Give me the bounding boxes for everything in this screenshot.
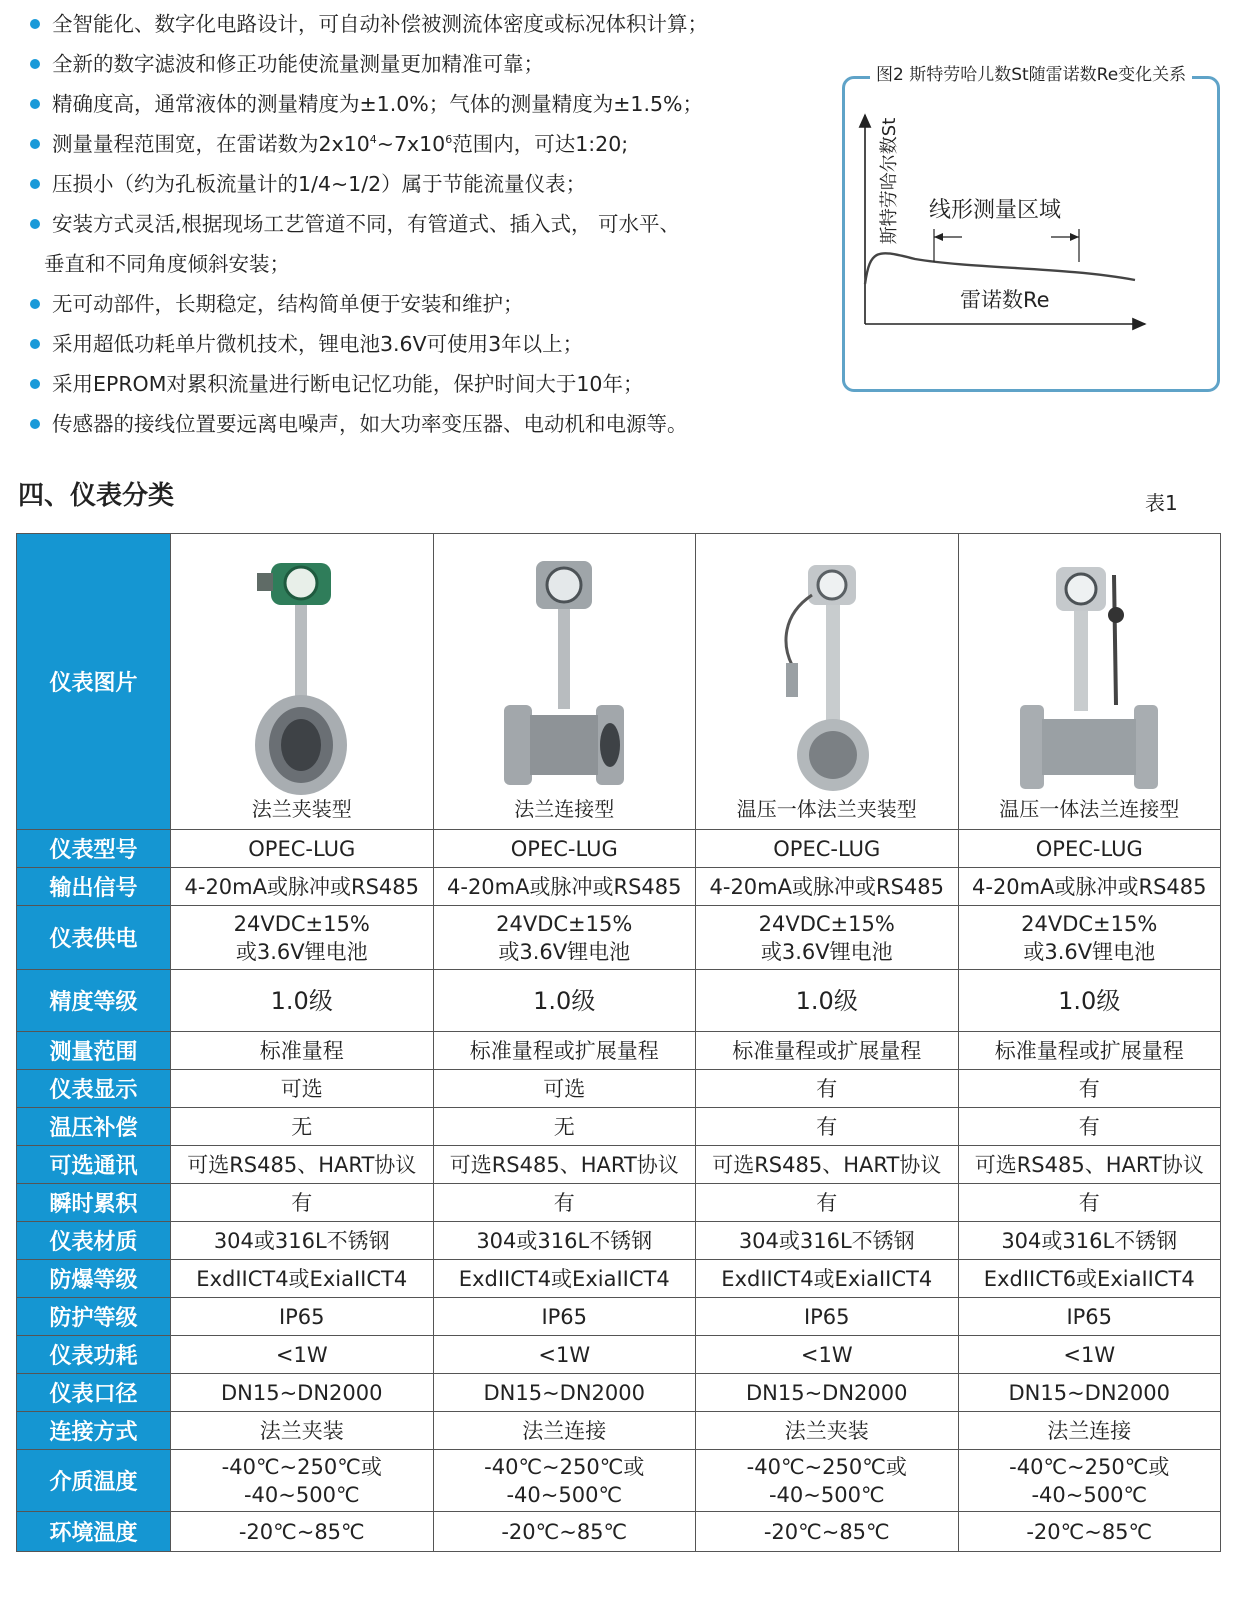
- row-label: 输出信号: [17, 868, 171, 906]
- table-cell: 法兰连接: [433, 1412, 696, 1450]
- cell-line: -40~500℃: [506, 1482, 623, 1507]
- table-cell: IP65: [958, 1298, 1221, 1336]
- cell-line: 24VDC±15%: [1021, 911, 1158, 936]
- table-cell: 标准量程或扩展量程: [433, 1032, 696, 1070]
- table-cell: <1W: [171, 1336, 434, 1374]
- meter-cell: [171, 534, 434, 830]
- meter-cell: [958, 534, 1221, 830]
- bullet-icon: [30, 419, 40, 429]
- table-cell: DN15~DN2000: [696, 1374, 959, 1412]
- table-cell: ExdIICT4或ExiaIICT4: [696, 1260, 959, 1298]
- table-cell: [696, 1450, 959, 1512]
- table-cell: OPEC-LUG: [433, 830, 696, 868]
- bullet-icon: [30, 19, 40, 29]
- meter-cell: [696, 534, 959, 830]
- table-row: [17, 1146, 1221, 1184]
- table-cell: 有: [433, 1184, 696, 1222]
- table-cell: 无: [171, 1108, 434, 1146]
- cell-line: -40℃~250℃或: [746, 1454, 907, 1479]
- table-cell: <1W: [433, 1336, 696, 1374]
- table-cell: 有: [958, 1108, 1221, 1146]
- table-cell: -20℃~85℃: [171, 1512, 434, 1552]
- row-label: 介质温度: [17, 1450, 171, 1512]
- table-cell: [958, 906, 1221, 970]
- row-label: 防爆等级: [17, 1260, 171, 1298]
- table-cell: [433, 906, 696, 970]
- row-label: 连接方式: [17, 1412, 171, 1450]
- spec-table-body: [17, 534, 1221, 1552]
- bullet-icon: [30, 139, 40, 149]
- feature-list: [30, 4, 830, 444]
- table-row: [17, 906, 1221, 970]
- table-cell: IP65: [696, 1298, 959, 1336]
- bullet-icon: [30, 219, 40, 229]
- bullet-icon: [30, 59, 40, 69]
- row-label: 防护等级: [17, 1298, 171, 1336]
- table-cell: 304或316L不锈钢: [171, 1222, 434, 1260]
- table-row: [17, 1450, 1221, 1512]
- cell-line: 或3.6V锂电池: [1023, 939, 1156, 964]
- cell-line: -40℃~250℃或: [221, 1454, 382, 1479]
- table-cell: 无: [433, 1108, 696, 1146]
- table-cell: [433, 1450, 696, 1512]
- table-cell: 有: [958, 1184, 1221, 1222]
- table-cell: 4-20mA或脉冲或RS485: [433, 868, 696, 906]
- table-cell: [696, 906, 959, 970]
- table-cell: DN15~DN2000: [958, 1374, 1221, 1412]
- cell-line: -40℃~250℃或: [1009, 1454, 1170, 1479]
- table-cell: 有: [958, 1070, 1221, 1108]
- table-cell: <1W: [696, 1336, 959, 1374]
- meter-caption: 法兰夹装型: [251, 797, 352, 821]
- row-label: 温压补偿: [17, 1108, 171, 1146]
- cell-line: -40~500℃: [768, 1482, 885, 1507]
- table-cell: 可选RS485、HART协议: [433, 1146, 696, 1184]
- cell-line: 或3.6V锂电池: [235, 939, 368, 964]
- table-cell: 可选: [433, 1070, 696, 1108]
- row-label: 瞬时累积: [17, 1184, 171, 1222]
- spec-table: [16, 533, 1221, 1552]
- meter-cell: [433, 534, 696, 830]
- table-cell: 可选RS485、HART协议: [171, 1146, 434, 1184]
- table-row: [17, 1032, 1221, 1070]
- table-cell: 4-20mA或脉冲或RS485: [171, 868, 434, 906]
- feature-item: 传感器的接线位置要远离电噪声，如大功率变压器、电动机和电源等。: [30, 404, 830, 444]
- integrated-wafer-meter-icon: [752, 555, 902, 795]
- feature-item: 采用超低功耗单片微机技术，锂电池3.6V可使用3年以上；: [30, 324, 830, 364]
- feature-item: 无可动部件，长期稳定，结构简单便于安装和维护；: [30, 284, 830, 324]
- feature-item: 全智能化、数字化电路设计，可自动补偿被测流体密度或标况体积计算；: [30, 4, 830, 44]
- table-cell: 有: [696, 1070, 959, 1108]
- meter-caption: 温压一体法兰夹装型: [736, 797, 917, 821]
- table-row: [17, 1070, 1221, 1108]
- table-row: [17, 1260, 1221, 1298]
- bullet-icon: [30, 179, 40, 189]
- section-title: 四、仪表分类: [18, 481, 175, 511]
- table-cell: IP65: [171, 1298, 434, 1336]
- figure-title: 图2 斯特劳哈儿数St随雷诺数Re变化关系: [870, 60, 1192, 85]
- cell-line: 24VDC±15%: [758, 911, 895, 936]
- meter-caption: 温压一体法兰连接型: [999, 797, 1180, 821]
- image-row: [17, 534, 1221, 830]
- row-label: 仪表供电: [17, 906, 171, 970]
- bullet-icon: [30, 299, 40, 309]
- row-label: 仪表口径: [17, 1374, 171, 1412]
- table-cell: 标准量程或扩展量程: [696, 1032, 959, 1070]
- table-cell: 4-20mA或脉冲或RS485: [958, 868, 1221, 906]
- row-label: 精度等级: [17, 970, 171, 1032]
- row-label: 测量范围: [17, 1032, 171, 1070]
- table-cell: ExdIICT4或ExiaIICT4: [433, 1260, 696, 1298]
- table-cell: 法兰连接: [958, 1412, 1221, 1450]
- table-cell: OPEC-LUG: [171, 830, 434, 868]
- table-cell: 1.0级: [958, 970, 1221, 1032]
- table-cell: 1.0级: [433, 970, 696, 1032]
- cell-line: 24VDC±15%: [496, 911, 633, 936]
- row-label: 仪表功耗: [17, 1336, 171, 1374]
- row-label: 仪表显示: [17, 1070, 171, 1108]
- table-cell: 法兰夹装: [171, 1412, 434, 1450]
- table-cell: 可选: [171, 1070, 434, 1108]
- table-row: [17, 830, 1221, 868]
- cell-line: -40~500℃: [243, 1482, 360, 1507]
- table-cell: DN15~DN2000: [433, 1374, 696, 1412]
- table-cell: 304或316L不锈钢: [433, 1222, 696, 1260]
- region-label: 线形测量区域: [929, 198, 1062, 223]
- row-label: 仪表型号: [17, 830, 171, 868]
- feature-item: 测量量程范围宽，在雷诺数为$2x10^4\sim 7x10^6$范围内，可达1:20;: [30, 124, 830, 164]
- table-cell: 有: [696, 1108, 959, 1146]
- table-cell: 1.0级: [171, 970, 434, 1032]
- cell-line: 24VDC±15%: [233, 911, 370, 936]
- arrow-right-icon: [1070, 233, 1079, 241]
- table-cell: 4-20mA或脉冲或RS485: [696, 868, 959, 906]
- table-cell: -20℃~85℃: [433, 1512, 696, 1552]
- table-cell: 法兰夹装: [696, 1412, 959, 1450]
- table-cell: 可选RS485、HART协议: [696, 1146, 959, 1184]
- table-cell: 304或316L不锈钢: [958, 1222, 1221, 1260]
- x-axis-label: 雷诺数Re: [960, 288, 1050, 312]
- bullet-icon: [30, 99, 40, 109]
- table-cell: 标准量程: [171, 1032, 434, 1070]
- table-row: [17, 1512, 1221, 1552]
- wafer-meter-icon: [227, 555, 377, 795]
- table-cell: [171, 906, 434, 970]
- table-cell: [958, 1450, 1221, 1512]
- cell-line: 或3.6V锂电池: [760, 939, 893, 964]
- table-row: [17, 970, 1221, 1032]
- feature-item: 安装方式灵活,根据现场工艺管道不同，有管道式、插入式， 可水平、: [30, 204, 830, 244]
- y-axis-label: 斯特劳哈尔数St: [879, 117, 900, 245]
- table-cell: ExdIICT6或ExiaIICT4: [958, 1260, 1221, 1298]
- table-row: [17, 1222, 1221, 1260]
- table-cell: 有: [171, 1184, 434, 1222]
- feature-item: 采用EPROM对累积流量进行断电记忆功能，保护时间大于10年；: [30, 364, 830, 404]
- table-cell: [171, 1450, 434, 1512]
- bullet-icon: [30, 339, 40, 349]
- table-cell: OPEC-LUG: [696, 830, 959, 868]
- table-row: [17, 868, 1221, 906]
- table-cell: -20℃~85℃: [958, 1512, 1221, 1552]
- feature-item: 压损小（约为孔板流量计的1/4~1/2）属于节能流量仪表；: [30, 164, 830, 204]
- table-row: [17, 1184, 1221, 1222]
- flanged-meter-icon: [484, 555, 644, 795]
- row-label: 仪表材质: [17, 1222, 171, 1260]
- table-cell: 标准量程或扩展量程: [958, 1032, 1221, 1070]
- cell-line: -40~500℃: [1031, 1482, 1148, 1507]
- st-curve: [865, 253, 1135, 284]
- figure-st-re: [842, 76, 1220, 392]
- row-label: 环境温度: [17, 1512, 171, 1552]
- table-row: [17, 1374, 1221, 1412]
- table-row: [17, 1412, 1221, 1450]
- table-cell: ExdIICT4或ExiaIICT4: [171, 1260, 434, 1298]
- cell-line: 或3.6V锂电池: [498, 939, 631, 964]
- table-cell: <1W: [958, 1336, 1221, 1374]
- arrow-left-icon: [934, 233, 943, 241]
- bullet-icon: [30, 379, 40, 389]
- row-label: 可选通讯: [17, 1146, 171, 1184]
- integrated-flanged-meter-icon: [1004, 555, 1174, 795]
- table-cell: 304或316L不锈钢: [696, 1222, 959, 1260]
- table-cell: 1.0级: [696, 970, 959, 1032]
- table-row: [17, 1298, 1221, 1336]
- table-cell: 有: [696, 1184, 959, 1222]
- feature-item: 全新的数字滤波和修正功能使流量测量更加精准可靠；: [30, 44, 830, 84]
- table-cell: DN15~DN2000: [171, 1374, 434, 1412]
- table-cell: -20℃~85℃: [696, 1512, 959, 1552]
- row-label: 仪表图片: [17, 534, 171, 830]
- st-re-diagram: [845, 79, 1217, 389]
- table-label: 表1: [1145, 491, 1178, 515]
- meter-caption: 法兰连接型: [514, 797, 615, 821]
- table-row: [17, 1336, 1221, 1374]
- feature-item: 精确度高，通常液体的测量精度为±1.0%；气体的测量精度为±1.5%；: [30, 84, 830, 124]
- table-cell: 可选RS485、HART协议: [958, 1146, 1221, 1184]
- table-cell: IP65: [433, 1298, 696, 1336]
- feature-item-continued: 垂直和不同角度倾斜安装；: [44, 252, 290, 276]
- table-row: [17, 1108, 1221, 1146]
- table-cell: OPEC-LUG: [958, 830, 1221, 868]
- cell-line: -40℃~250℃或: [484, 1454, 645, 1479]
